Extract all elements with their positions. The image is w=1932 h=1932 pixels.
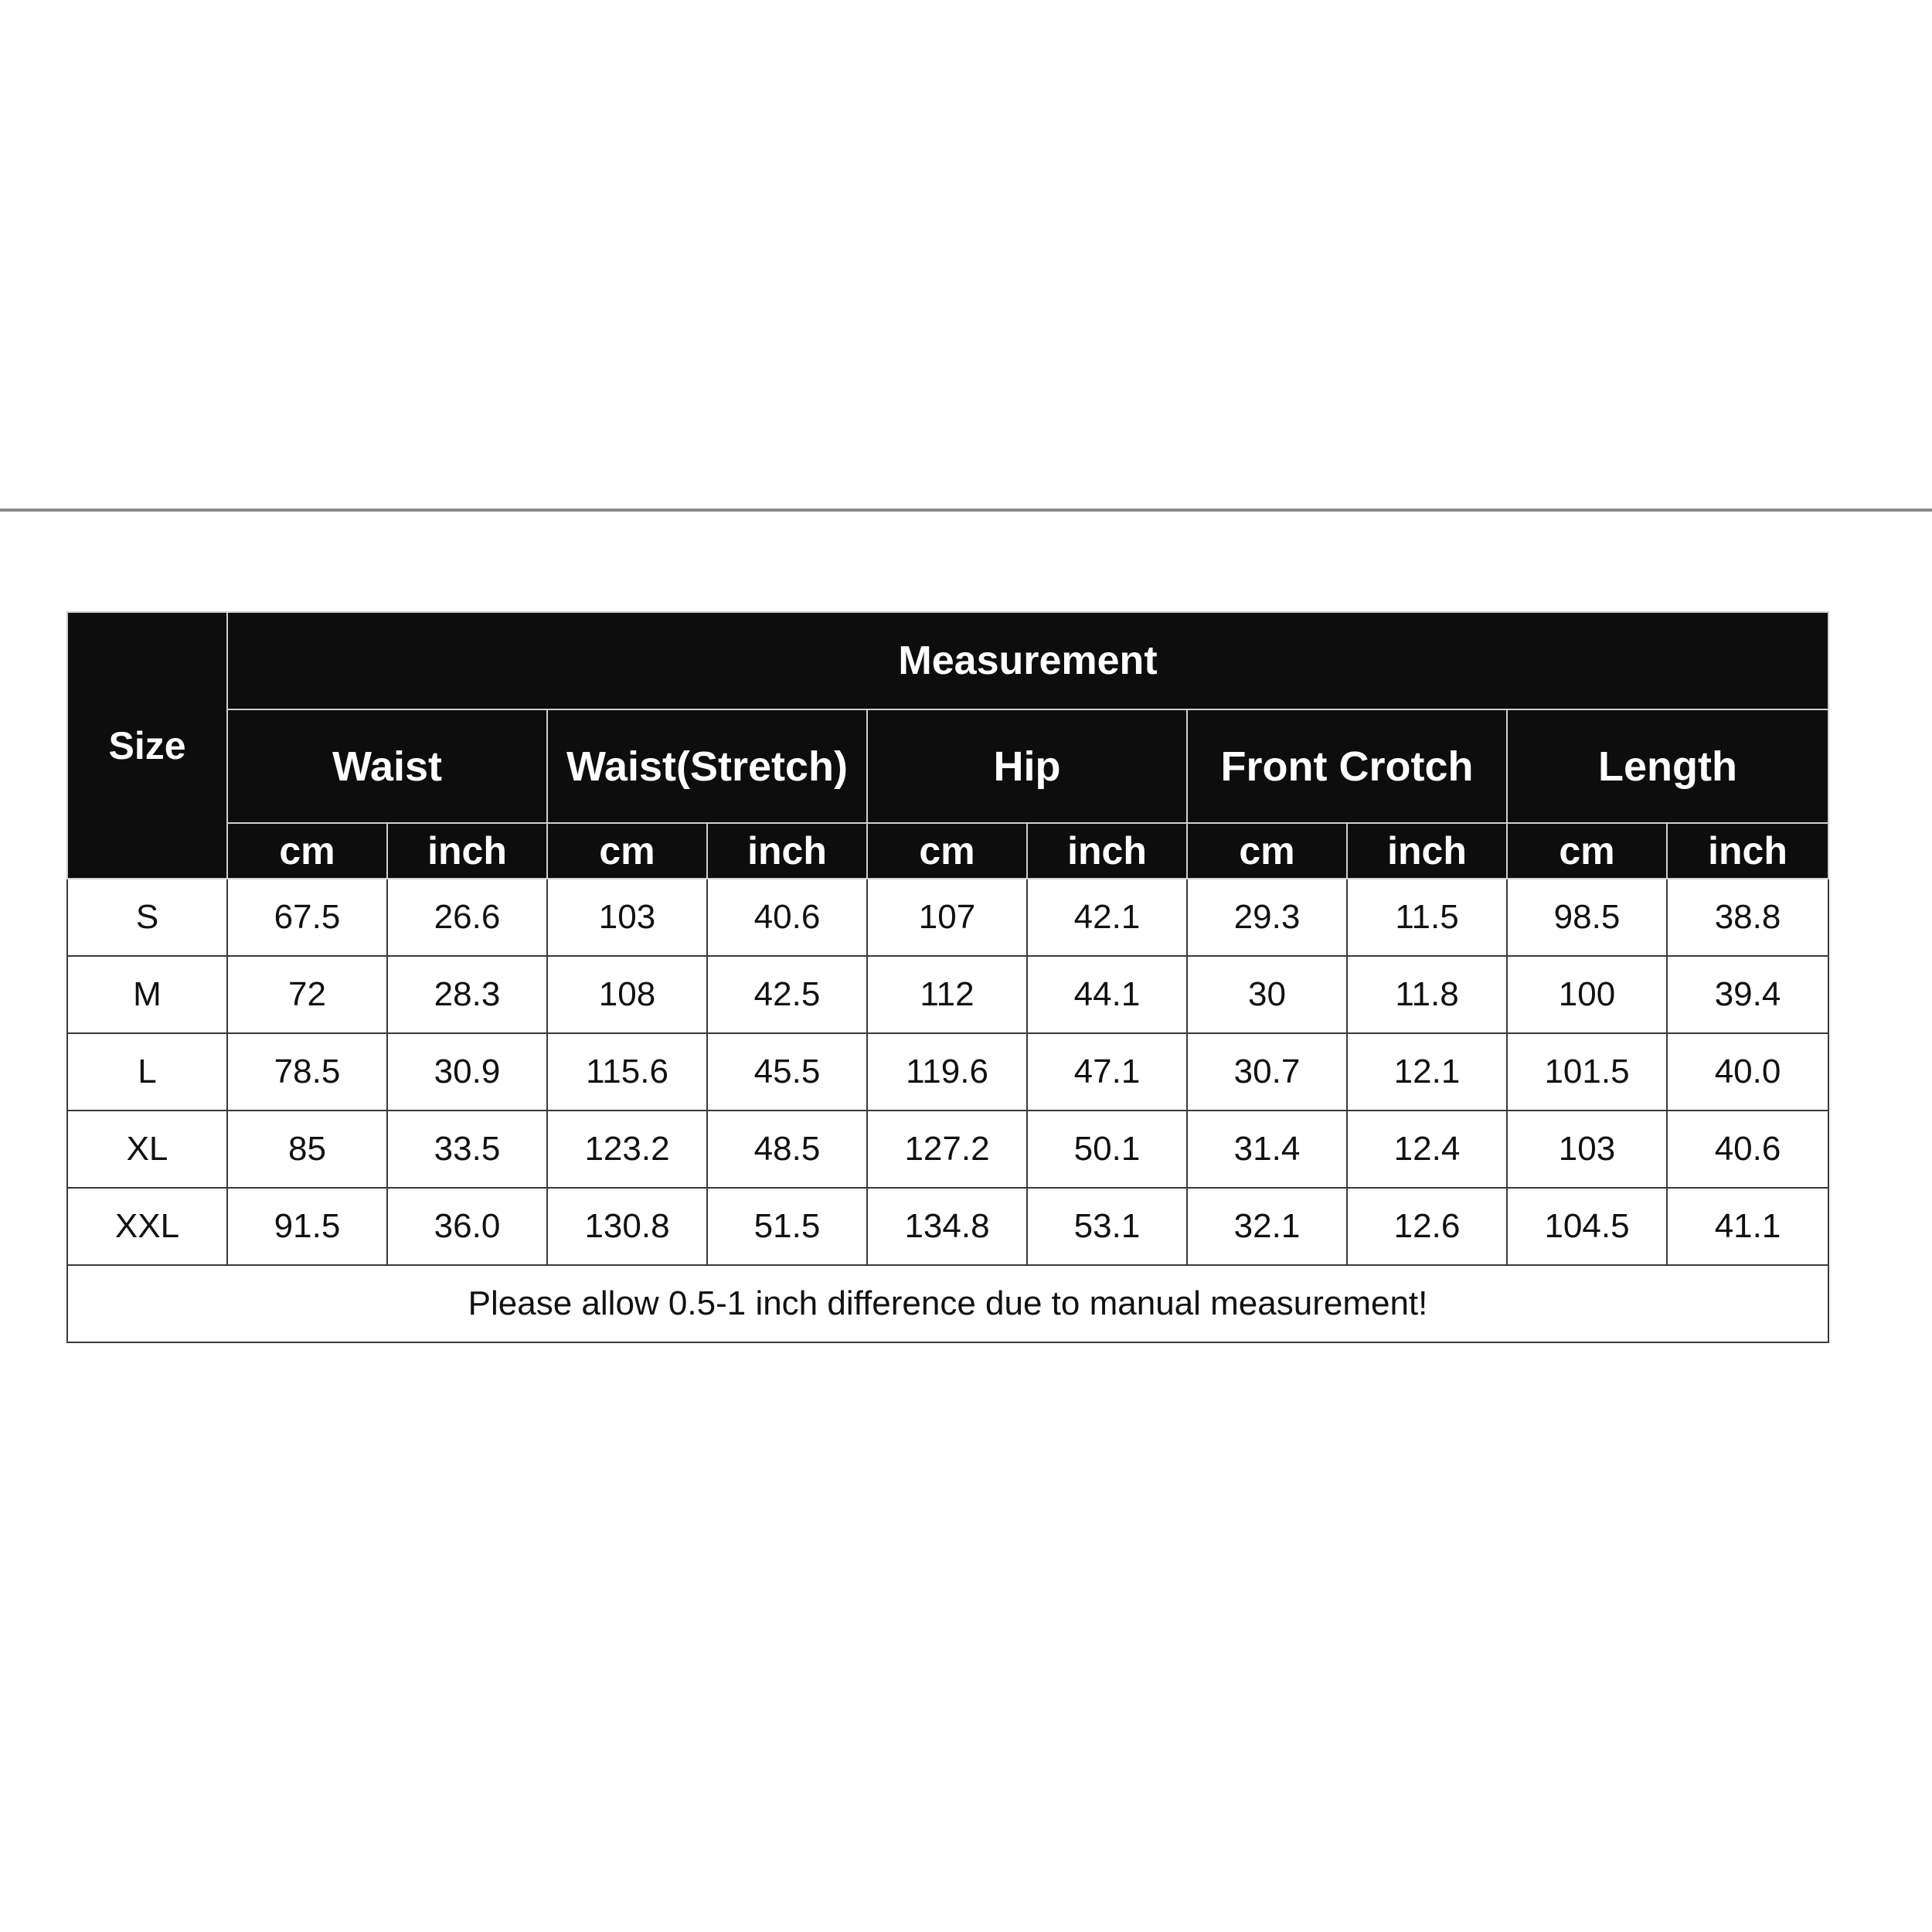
table-cell: 107 — [867, 879, 1027, 956]
table-cell: 11.5 — [1347, 879, 1507, 956]
header-row-units — [67, 823, 1828, 879]
table-cell: 103 — [1507, 1111, 1667, 1188]
unit-header: inch — [1667, 823, 1828, 879]
table-cell: 47.1 — [1027, 1033, 1187, 1111]
table-cell: 134.8 — [867, 1188, 1027, 1265]
group-header-hip: Hip — [867, 709, 1187, 823]
table-cell: 100 — [1507, 956, 1667, 1033]
table-cell: 30.9 — [387, 1033, 547, 1111]
table-cell: 31.4 — [1187, 1111, 1347, 1188]
table-cell: 26.6 — [387, 879, 547, 956]
table-cell: 123.2 — [547, 1111, 707, 1188]
group-header-length: Length — [1507, 709, 1828, 823]
table-cell: 103 — [547, 879, 707, 956]
table-cell: 119.6 — [867, 1033, 1027, 1111]
group-header-waist-stretch: Waist(Stretch) — [547, 709, 867, 823]
table-cell: 42.1 — [1027, 879, 1187, 956]
size-cell: L — [67, 1033, 227, 1111]
group-header-waist: Waist — [227, 709, 547, 823]
horizontal-divider — [0, 509, 1932, 512]
table-cell: 41.1 — [1667, 1188, 1828, 1265]
note-row — [67, 1265, 1828, 1342]
size-chart-table — [66, 611, 1829, 1343]
size-cell: S — [67, 879, 227, 956]
table-cell: 12.4 — [1347, 1111, 1507, 1188]
table-cell: 51.5 — [707, 1188, 867, 1265]
table-cell: 112 — [867, 956, 1027, 1033]
unit-header: cm — [547, 823, 707, 879]
table-cell: 40.0 — [1667, 1033, 1828, 1111]
table-cell: 11.8 — [1347, 956, 1507, 1033]
size-cell: XXL — [67, 1188, 227, 1265]
table-cell: 72 — [227, 956, 387, 1033]
size-cell: XL — [67, 1111, 227, 1188]
unit-header: cm — [867, 823, 1027, 879]
table-cell: 30.7 — [1187, 1033, 1347, 1111]
unit-header: cm — [1187, 823, 1347, 879]
unit-header: inch — [387, 823, 547, 879]
table-cell: 85 — [227, 1111, 387, 1188]
unit-header: cm — [227, 823, 387, 879]
table-row — [67, 956, 1828, 1033]
header-row-measurement — [67, 612, 1828, 709]
table-row — [67, 1033, 1828, 1111]
unit-header: inch — [707, 823, 867, 879]
table-cell: 78.5 — [227, 1033, 387, 1111]
table-row — [67, 1188, 1828, 1265]
group-header-front-crotch: Front Crotch — [1187, 709, 1507, 823]
table-cell: 36.0 — [387, 1188, 547, 1265]
table-cell: 40.6 — [1667, 1111, 1828, 1188]
unit-header: inch — [1347, 823, 1507, 879]
table-cell: 38.8 — [1667, 879, 1828, 956]
table-cell: 33.5 — [387, 1111, 547, 1188]
table-cell: 53.1 — [1027, 1188, 1187, 1265]
table-row — [67, 879, 1828, 956]
table-cell: 108 — [547, 956, 707, 1033]
table-cell: 130.8 — [547, 1188, 707, 1265]
table-cell: 67.5 — [227, 879, 387, 956]
measurement-note: Please allow 0.5-1 inch difference due to manual measurement! — [67, 1265, 1828, 1342]
measurement-header: Measurement — [227, 612, 1828, 709]
table-cell: 30 — [1187, 956, 1347, 1033]
table-cell: 48.5 — [707, 1111, 867, 1188]
table-cell: 101.5 — [1507, 1033, 1667, 1111]
table-cell: 40.6 — [707, 879, 867, 956]
table-cell: 50.1 — [1027, 1111, 1187, 1188]
size-header: Size — [67, 612, 227, 879]
table-cell: 12.1 — [1347, 1033, 1507, 1111]
unit-header: cm — [1507, 823, 1667, 879]
table-cell: 127.2 — [867, 1111, 1027, 1188]
table-cell: 98.5 — [1507, 879, 1667, 956]
table-cell: 39.4 — [1667, 956, 1828, 1033]
table-row — [67, 1111, 1828, 1188]
table-cell: 91.5 — [227, 1188, 387, 1265]
table-cell: 44.1 — [1027, 956, 1187, 1033]
table-cell: 45.5 — [707, 1033, 867, 1111]
size-cell: M — [67, 956, 227, 1033]
table-cell: 42.5 — [707, 956, 867, 1033]
unit-header: inch — [1027, 823, 1187, 879]
table-cell: 29.3 — [1187, 879, 1347, 956]
table-cell: 12.6 — [1347, 1188, 1507, 1265]
header-row-groups — [67, 709, 1828, 823]
table-cell: 32.1 — [1187, 1188, 1347, 1265]
table-cell: 115.6 — [547, 1033, 707, 1111]
table-cell: 28.3 — [387, 956, 547, 1033]
table-cell: 104.5 — [1507, 1188, 1667, 1265]
